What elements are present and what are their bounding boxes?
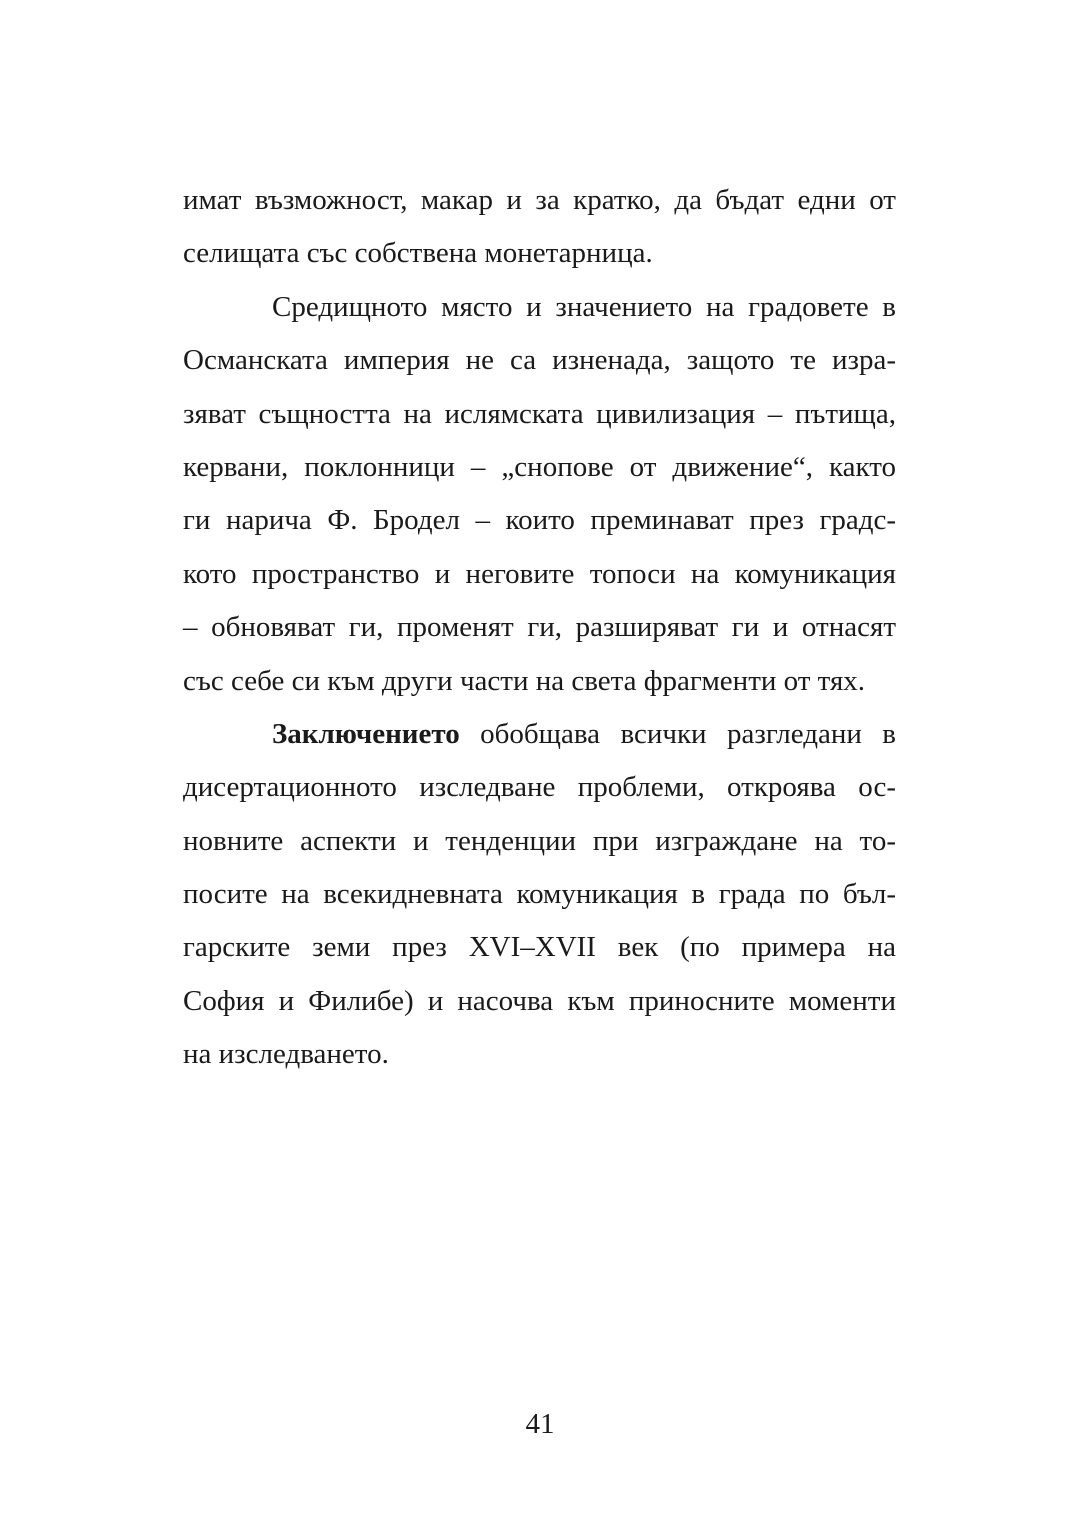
text-line: зяват същността на ислямската цивилизация – пътища,: [183, 397, 896, 430]
text-line: [183, 708, 896, 761]
text-line: гарските земи през XVI–XVII век (по примера на: [183, 931, 896, 964]
conclusion-heading: Заключението: [272, 717, 460, 750]
text-line: на изследването.: [183, 1038, 389, 1071]
text-line: Османската империя не са изненада, защото те изра-: [183, 344, 896, 377]
text-line: новните аспекти и тенденции при изграждане на то-: [183, 824, 896, 857]
text-line: кото пространство и неговите топоси на комуникация: [183, 557, 896, 590]
text-line: със себе си към други части на света фрагменти от тях.: [183, 664, 866, 697]
text-line: дисертационното изследване проблеми, откроява ос-: [183, 771, 896, 804]
text-line-rest: обобщава всички разгледани в: [459, 717, 896, 750]
text-line: ги нарича Ф. Бродел – които преминават през градс-: [183, 504, 896, 537]
text-line: имат възможност, макар и за кратко, да бъдат едни от: [183, 184, 896, 216]
text-line: – обновяват ги, променят ги, разширяват ги и отнасят: [183, 611, 896, 644]
body-text: [183, 174, 896, 1082]
text-line: Средищното място и значението на градовете в: [272, 290, 896, 323]
page-number: 41: [525, 1408, 555, 1440]
text-line: кервани, поклонници – „снопове от движение“, както: [183, 450, 896, 483]
text-line: селищата със собствена монетарница.: [183, 237, 653, 270]
text-line: посите на всекидневната комуникация в града по бъл-: [183, 878, 896, 911]
text-line: София и Филибе) и насочва към приносните моменти: [183, 984, 896, 1017]
